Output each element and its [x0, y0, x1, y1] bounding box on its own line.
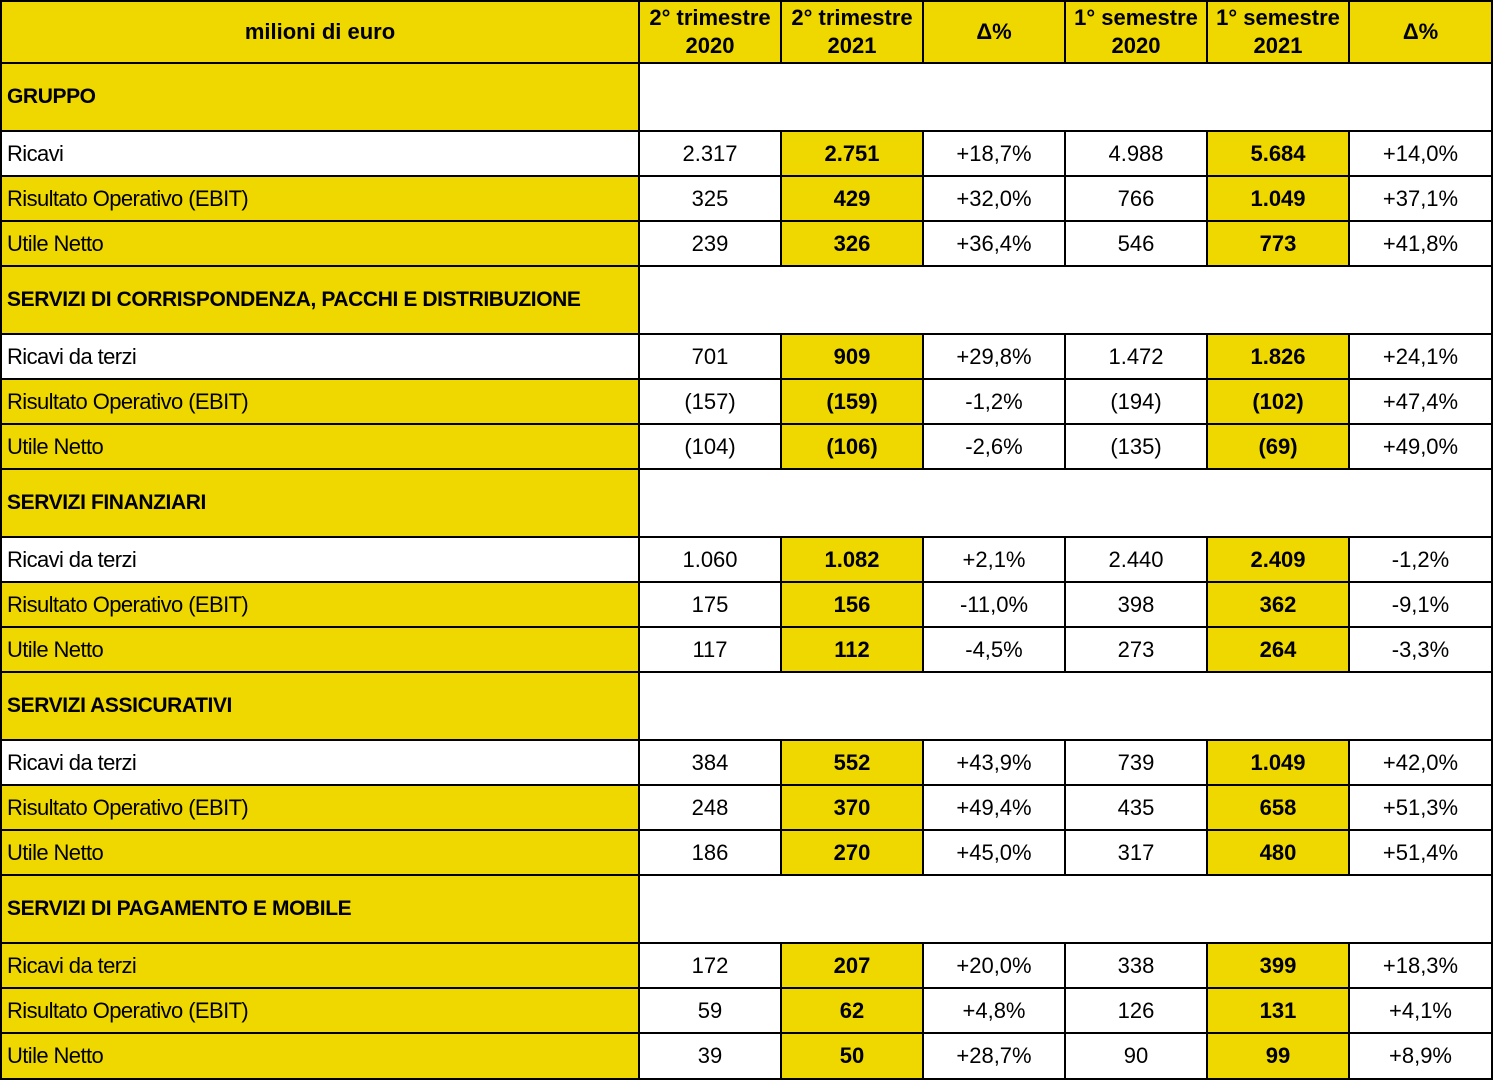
- row-label: Ricavi: [0, 130, 640, 177]
- value-cell: -1,2%: [1348, 536, 1493, 583]
- value-cell: 326: [780, 220, 924, 267]
- value-cell: 435: [1064, 784, 1208, 831]
- header-label-cell: milioni di euro: [0, 0, 640, 64]
- row-label: Ricavi da terzi: [0, 536, 640, 583]
- value-cell: -3,3%: [1348, 626, 1493, 673]
- value-cell: 658: [1206, 784, 1350, 831]
- value-cell: +4,8%: [922, 987, 1066, 1034]
- header-column-1: [638, 0, 782, 64]
- value-cell: 131: [1206, 987, 1350, 1034]
- value-cell: 398: [1064, 581, 1208, 628]
- value-cell: (104): [638, 423, 782, 470]
- value-cell: (159): [780, 378, 924, 425]
- value-cell: -9,1%: [1348, 581, 1493, 628]
- value-cell: 50: [780, 1032, 924, 1080]
- section-spacer: [638, 874, 1493, 944]
- value-cell: +14,0%: [1348, 130, 1493, 177]
- value-cell: +18,3%: [1348, 942, 1493, 989]
- value-cell: 2.317: [638, 130, 782, 177]
- value-cell: -2,6%: [922, 423, 1066, 470]
- value-cell: 273: [1064, 626, 1208, 673]
- value-cell: +4,1%: [1348, 987, 1493, 1034]
- value-cell: +2,1%: [922, 536, 1066, 583]
- value-cell: 399: [1206, 942, 1350, 989]
- value-cell: 5.684: [1206, 130, 1350, 177]
- value-cell: (102): [1206, 378, 1350, 425]
- section-title: GRUPPO: [0, 62, 640, 132]
- header-column-line1: 2° trimestre: [791, 5, 913, 30]
- header-column-line2: 2021: [827, 33, 877, 58]
- value-cell: 2.440: [1064, 536, 1208, 583]
- value-cell: +47,4%: [1348, 378, 1493, 425]
- value-cell: (135): [1064, 423, 1208, 470]
- value-cell: 362: [1206, 581, 1350, 628]
- value-cell: +41,8%: [1348, 220, 1493, 267]
- header-column-line1: Δ%: [1402, 19, 1439, 44]
- value-cell: +29,8%: [922, 333, 1066, 380]
- value-cell: 62: [780, 987, 924, 1034]
- value-cell: 1.472: [1064, 333, 1208, 380]
- header-column-line1: Δ%: [976, 19, 1012, 44]
- value-cell: 175: [638, 581, 782, 628]
- value-cell: +28,7%: [922, 1032, 1066, 1080]
- value-cell: +32,0%: [922, 175, 1066, 222]
- value-cell: (106): [780, 423, 924, 470]
- value-cell: +49,0%: [1348, 423, 1493, 470]
- row-label: Risultato Operativo (EBIT): [0, 987, 640, 1034]
- value-cell: 1.049: [1206, 739, 1350, 786]
- value-cell: 552: [780, 739, 924, 786]
- value-cell: 2.409: [1206, 536, 1350, 583]
- row-label: Utile Netto: [0, 626, 640, 673]
- value-cell: +18,7%: [922, 130, 1066, 177]
- section-title: SERVIZI ASSICURATIVI: [0, 671, 640, 741]
- value-cell: (69): [1206, 423, 1350, 470]
- value-cell: 117: [638, 626, 782, 673]
- value-cell: 207: [780, 942, 924, 989]
- value-cell: 766: [1064, 175, 1208, 222]
- header-column-6: [1348, 0, 1493, 64]
- value-cell: +45,0%: [922, 829, 1066, 876]
- value-cell: 90: [1064, 1032, 1208, 1080]
- value-cell: 59: [638, 987, 782, 1034]
- section-spacer: [638, 265, 1493, 335]
- value-cell: 264: [1206, 626, 1350, 673]
- value-cell: +37,1%: [1348, 175, 1493, 222]
- value-cell: +24,1%: [1348, 333, 1493, 380]
- value-cell: 739: [1064, 739, 1208, 786]
- value-cell: -11,0%: [922, 581, 1066, 628]
- value-cell: 39: [638, 1032, 782, 1080]
- value-cell: 909: [780, 333, 924, 380]
- value-cell: 186: [638, 829, 782, 876]
- value-cell: 2.751: [780, 130, 924, 177]
- value-cell: +42,0%: [1348, 739, 1493, 786]
- value-cell: +36,4%: [922, 220, 1066, 267]
- header-column-line2: 2020: [685, 33, 735, 58]
- value-cell: 1.049: [1206, 175, 1350, 222]
- value-cell: 384: [638, 739, 782, 786]
- value-cell: 370: [780, 784, 924, 831]
- value-cell: 4.988: [1064, 130, 1208, 177]
- value-cell: 546: [1064, 220, 1208, 267]
- header-column-line1: 1° semestre: [1074, 5, 1198, 30]
- value-cell: 112: [780, 626, 924, 673]
- value-cell: +51,3%: [1348, 784, 1493, 831]
- header-column-5: [1206, 0, 1350, 64]
- row-label: Ricavi da terzi: [0, 942, 640, 989]
- row-label: Risultato Operativo (EBIT): [0, 175, 640, 222]
- header-column-3: [922, 0, 1066, 64]
- value-cell: -4,5%: [922, 626, 1066, 673]
- row-label: Utile Netto: [0, 1032, 640, 1080]
- value-cell: 317: [1064, 829, 1208, 876]
- section-spacer: [638, 62, 1493, 132]
- value-cell: (194): [1064, 378, 1208, 425]
- value-cell: 480: [1206, 829, 1350, 876]
- value-cell: +43,9%: [922, 739, 1066, 786]
- value-cell: 126: [1064, 987, 1208, 1034]
- value-cell: 248: [638, 784, 782, 831]
- row-label: Ricavi da terzi: [0, 333, 640, 380]
- value-cell: 1.826: [1206, 333, 1350, 380]
- section-spacer: [638, 468, 1493, 538]
- value-cell: (157): [638, 378, 782, 425]
- value-cell: 156: [780, 581, 924, 628]
- value-cell: +20,0%: [922, 942, 1066, 989]
- value-cell: 429: [780, 175, 924, 222]
- row-label: Ricavi da terzi: [0, 739, 640, 786]
- value-cell: 773: [1206, 220, 1350, 267]
- value-cell: +49,4%: [922, 784, 1066, 831]
- header-column-line2: 2020: [1111, 33, 1161, 58]
- row-label: Utile Netto: [0, 220, 640, 267]
- value-cell: 99: [1206, 1032, 1350, 1080]
- header-column-line2: 2021: [1253, 33, 1303, 58]
- section-title: SERVIZI DI CORRISPONDENZA, PACCHI E DISTRIBUZIONE: [0, 265, 640, 335]
- value-cell: 239: [638, 220, 782, 267]
- header-column-line1: 1° semestre: [1216, 5, 1340, 30]
- header-column-4: [1064, 0, 1208, 64]
- value-cell: 270: [780, 829, 924, 876]
- value-cell: 172: [638, 942, 782, 989]
- value-cell: 338: [1064, 942, 1208, 989]
- value-cell: 701: [638, 333, 782, 380]
- value-cell: 325: [638, 175, 782, 222]
- section-spacer: [638, 671, 1493, 741]
- header-column-line1: 2° trimestre: [649, 5, 771, 30]
- row-label: Utile Netto: [0, 423, 640, 470]
- section-title: SERVIZI FINANZIARI: [0, 468, 640, 538]
- row-label: Risultato Operativo (EBIT): [0, 784, 640, 831]
- row-label: Utile Netto: [0, 829, 640, 876]
- value-cell: +51,4%: [1348, 829, 1493, 876]
- section-title: SERVIZI DI PAGAMENTO E MOBILE: [0, 874, 640, 944]
- value-cell: -1,2%: [922, 378, 1066, 425]
- row-label: Risultato Operativo (EBIT): [0, 581, 640, 628]
- header-column-2: [780, 0, 924, 64]
- value-cell: +8,9%: [1348, 1032, 1493, 1080]
- row-label: Risultato Operativo (EBIT): [0, 378, 640, 425]
- value-cell: 1.060: [638, 536, 782, 583]
- value-cell: 1.082: [780, 536, 924, 583]
